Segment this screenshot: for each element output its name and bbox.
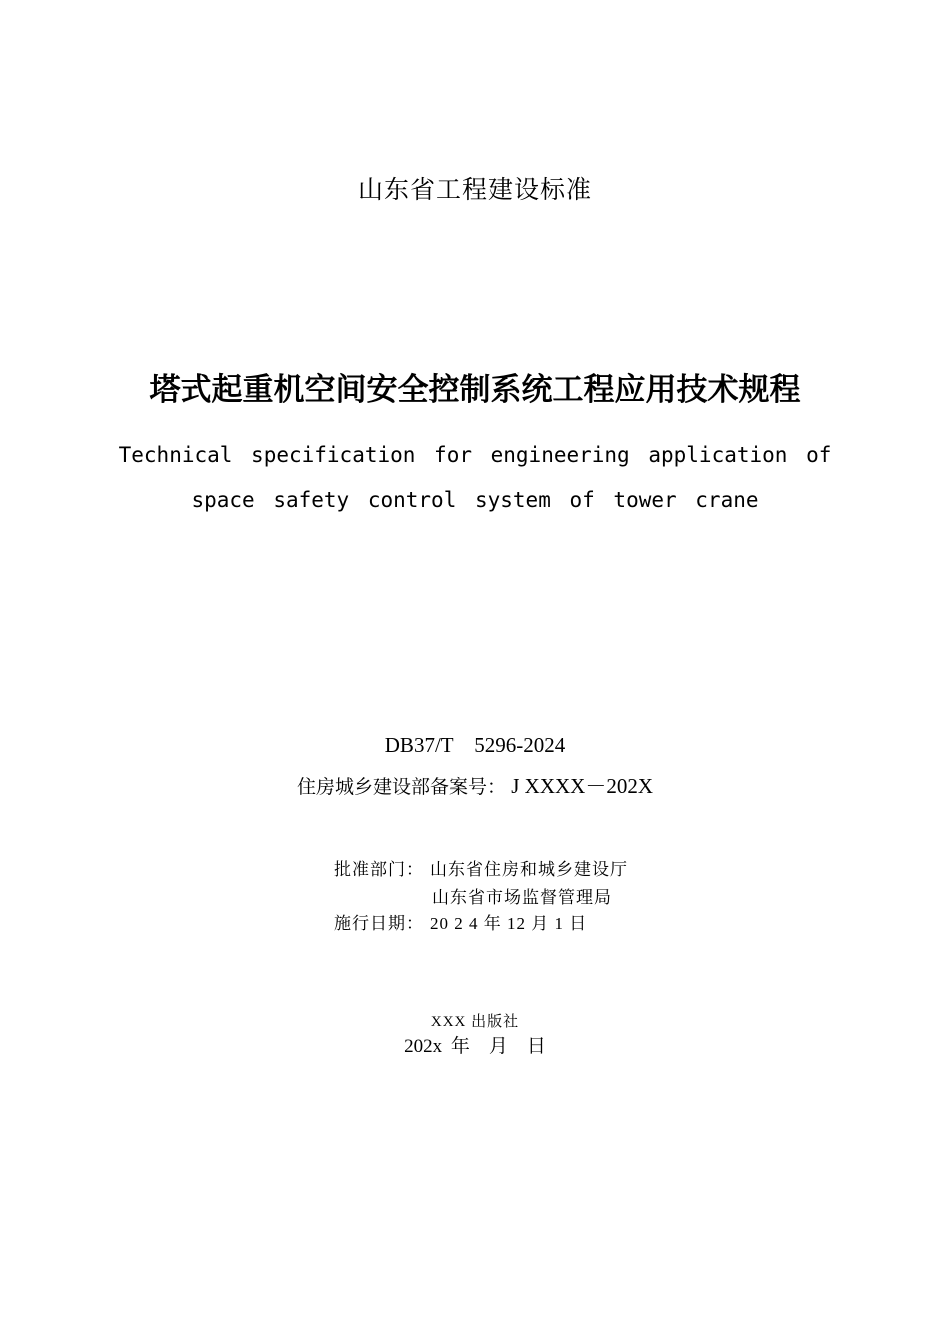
effective-date-label: 施行日期： xyxy=(334,914,424,933)
record-number-value: J XXXX－202X xyxy=(506,774,653,798)
record-number xyxy=(0,770,950,800)
standard-number: DB37/T 5296-2024 xyxy=(384,733,566,757)
effective-date-value: 20 2 4 年 12 月 1 日 xyxy=(430,914,588,933)
chinese-title: 塔式起重机空间安全控制系统工程应用技术规程 xyxy=(149,372,801,408)
approval-label: 批准部门： xyxy=(334,860,424,879)
record-number-label: 住房城乡建设部备案号： xyxy=(296,776,506,798)
standard-type-heading: 山东省工程建设标准 xyxy=(357,175,592,204)
approval-org-2: 山东省市场监督管理局 xyxy=(432,888,612,907)
english-title-line-2: space safety control system of tower crane xyxy=(191,488,759,512)
approval-org-1: 山东省住房和城乡建设厅 xyxy=(430,860,628,879)
publish-date: 202x 年 月 日 xyxy=(404,1036,546,1057)
english-title-line-1: Technical specification for engineering application of xyxy=(118,443,832,467)
publisher: XXX 出版社 xyxy=(430,1014,520,1030)
